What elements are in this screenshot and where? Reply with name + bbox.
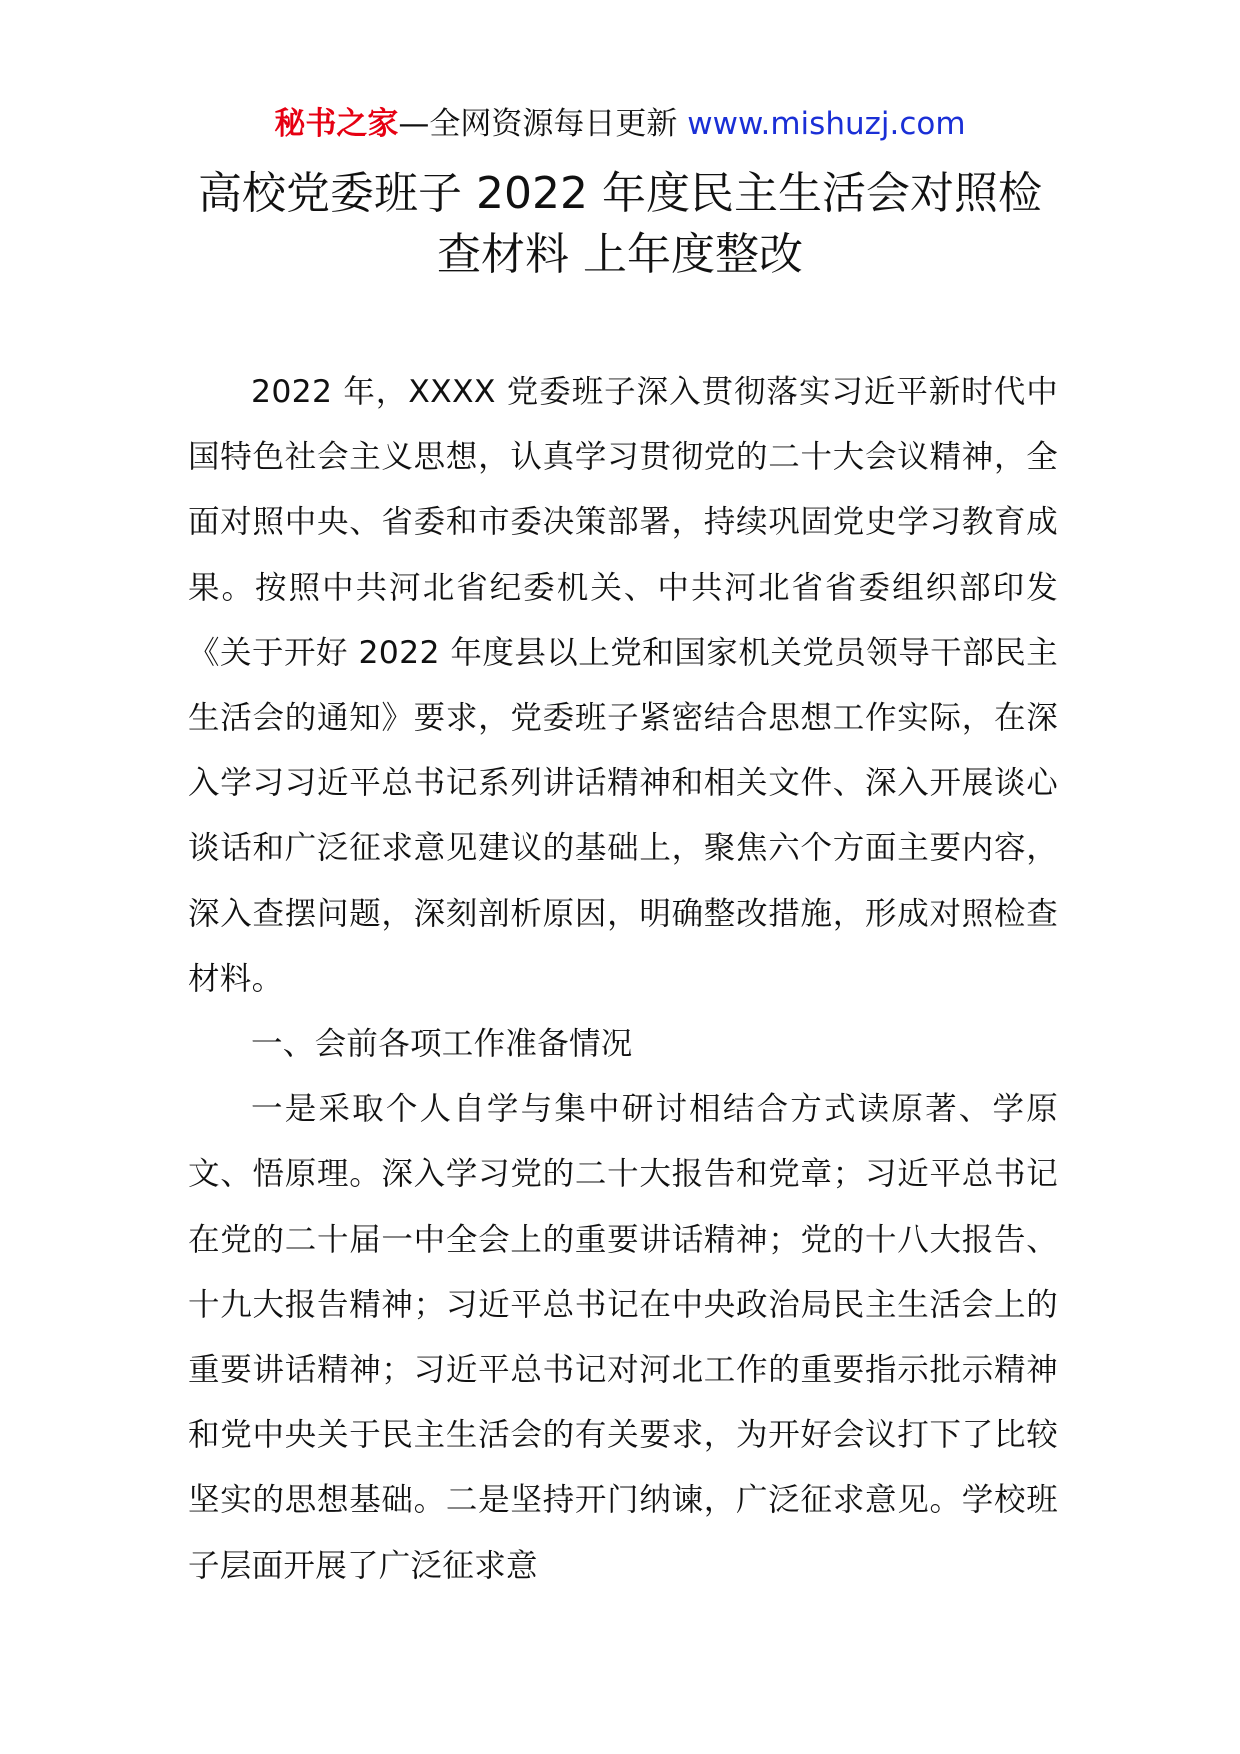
site-url-link[interactable]: www.mishuzj.com	[687, 106, 966, 142]
section-heading: 一、会前各项工作准备情况	[251, 1026, 633, 1063]
document-title-line-2: 查材料 上年度整改	[437, 229, 803, 280]
document-title-line-1: 高校党委班子 2022 年度民主生活会对照检	[198, 168, 1042, 219]
section-paragraph: 一是采取个人自学与集中研讨相结合方式读原著、学原文、悟原理。深入学习党的二十大报告和党章；习近平总书记在党的二十届一中全会上的重要讲话精神；党的十八大报告、十九大报告精神；习近平总书记在中央政治局民主生活会上的重要讲话精神；习近平总书记对河北工作的重要指示批示精神和党中央关于民主生活会的有关要求，为开好会议打下了比较坚实的思想基础。二是坚持开门纳谏，广泛征求意见。学校班子层面开展了广泛征求意	[188, 1091, 1058, 1584]
site-header	[0, 100, 1240, 148]
intro-paragraph: 2022 年，XXXX 党委班子深入贯彻落实习近平新时代中国特色社会主义思想，认真学习贯彻党的二十大会议精神，全面对照中央、省委和市委决策部署，持续巩固党史学习教育成果。按照中共河北省纪委机关、中共河北省省委组织部印发《关于开好 2022 年度县以上党和国家机关党员领导干部民主生活会的通知》要求，党委班子紧密结合思想工作实际，在深入学习习近平总书记系列讲话精神和相关文件、深入开展谈心谈话和广泛征求意见建议的基础上，聚焦六个方面主要内容，深入查摆问题，深刻剖析原因，明确整改措施，形成对照检查材料。	[188, 374, 1058, 997]
site-name: 秘书之家	[274, 106, 399, 142]
document-title	[150, 163, 1090, 285]
site-tagline: —全网资源每日更新	[398, 106, 678, 142]
document-body	[188, 360, 1058, 1599]
